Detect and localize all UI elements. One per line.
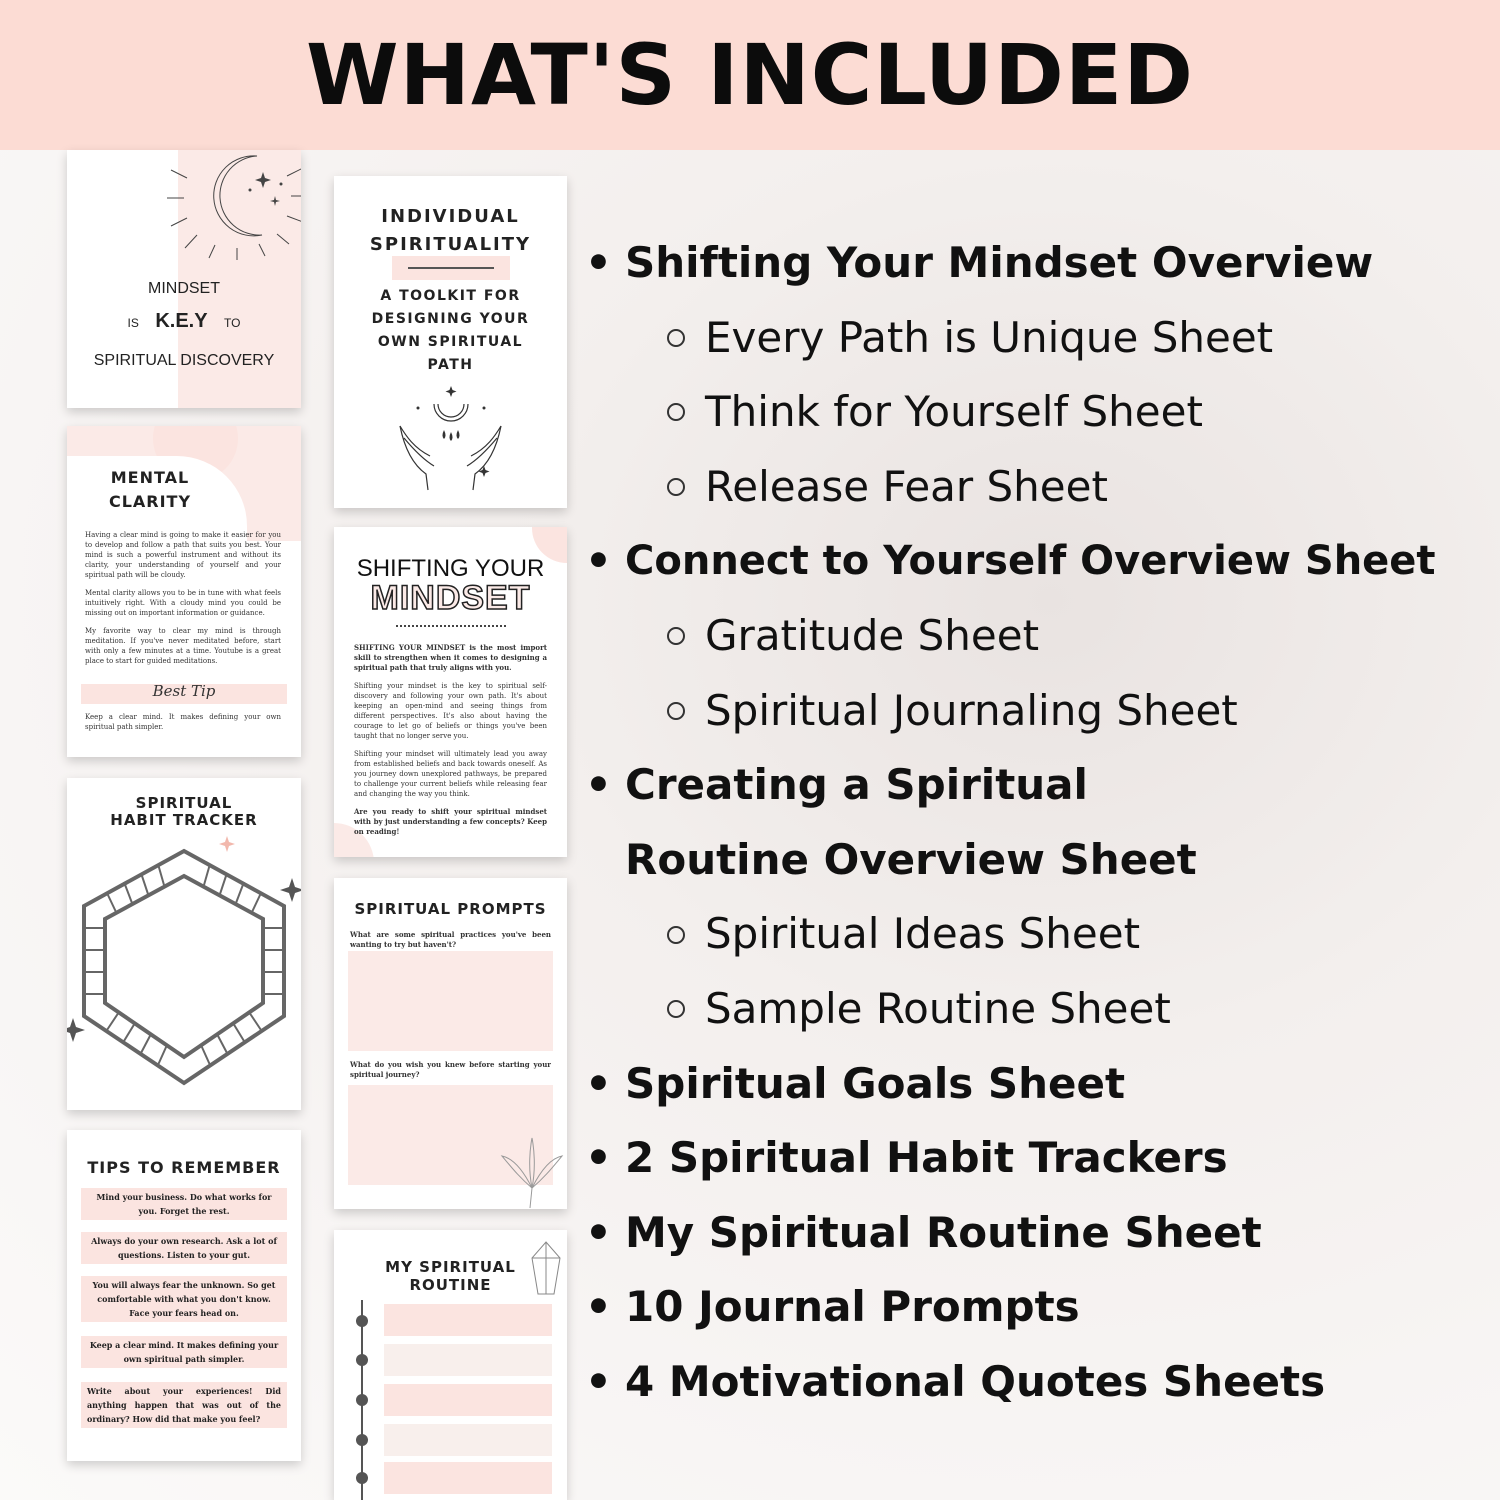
circle-bullet-icon	[667, 702, 685, 720]
timeline-dot	[356, 1434, 368, 1446]
habit-tracker-title-2: HABIT TRACKER	[110, 811, 258, 829]
list-subitem-text: Every Path is Unique Sheet	[705, 312, 1274, 362]
preview-habit-tracker	[67, 778, 301, 1110]
tip-4: Keep a clear mind. It makes defining your own spiritual path simpler.	[81, 1336, 287, 1368]
list-item	[585, 226, 1485, 301]
bullet-icon: •	[585, 1356, 612, 1406]
habit-tracker-title-1: SPIRITUAL	[135, 794, 233, 812]
list-item-text: My Spiritual Routine Sheet	[625, 1207, 1262, 1257]
shifting-paragraph-4: Are you ready to shift your spiritual mindset with by just understanding a few concepts? Keep on reading!	[354, 807, 547, 836]
list-item-text: 10 Journal Prompts	[625, 1282, 1080, 1332]
list-item	[585, 748, 1485, 897]
shifting-title-1: SHIFTING YOUR	[356, 555, 545, 582]
shifting-paragraph-3: Shifting your mindset will ultimately lead you away from established beliefs and back towards oneself. As you journey down unexplored pathways, be prepared to challenge your current beliefs while releasing fear and changing the way you think.	[354, 750, 547, 798]
routine-box	[384, 1344, 552, 1376]
shifting-paragraph-2: Shifting your mindset is the key to spiritual self-discovery and following your own path. It's about keeping an open-mind and seeing things from different perspectives. It's also about having the courage to let go of beliefs or things you've been taught that no longer serve you.	[354, 682, 547, 740]
list-item	[585, 524, 1485, 599]
list-item	[585, 1121, 1485, 1196]
preview-mental-clarity	[67, 426, 301, 757]
routine-box	[384, 1462, 552, 1494]
bullet-icon: •	[585, 1207, 612, 1257]
circle-bullet-icon	[667, 403, 685, 421]
circle-bullet-icon	[667, 627, 685, 645]
bullet-icon: •	[585, 1282, 612, 1332]
tip-1: Mind your business. Do what works for you. Forget the rest.	[81, 1188, 287, 1220]
timeline-dot	[356, 1354, 368, 1366]
mental-clarity-paragraph-3: My favorite way to clear my mind is through meditation. If you've never meditated before, start with only a few minutes at a time. Youtube is a great place to start for guided meditations.	[85, 627, 281, 665]
bullet-icon: •	[585, 1133, 612, 1183]
circle-bullet-icon	[667, 329, 685, 347]
header-banner	[0, 0, 1500, 150]
tips-title: TIPS TO REMEMBER	[87, 1158, 281, 1177]
bullet-icon: •	[585, 536, 612, 586]
circle-bullet-icon	[667, 926, 685, 944]
mental-clarity-paragraph-2: Mental clarity allows you to be in tune with what feels intuitively right. With a cloudy mind you could be missing out on important information or guidance.	[85, 589, 281, 617]
circle-bullet-icon	[667, 478, 685, 496]
tip-5: Write about your experiences! Did anything happen that was out of the ordinary? How did that make you feel?	[81, 1382, 287, 1428]
to-word: TO	[224, 316, 241, 330]
moon-sunburst-icon	[67, 150, 301, 260]
hands-moon-icon	[334, 386, 567, 496]
timeline-dot	[356, 1394, 368, 1406]
list-subitem-text: Think for Yourself Sheet	[705, 387, 1203, 437]
crystal-icon	[526, 1238, 566, 1298]
list-item-text: Connect to Yourself Overview Sheet	[625, 538, 1436, 585]
routine-box	[384, 1384, 552, 1416]
is-word: IS	[127, 316, 139, 330]
bullet-icon: •	[585, 238, 612, 287]
prompt-answer-box-1	[348, 951, 553, 1051]
cover-subtitle-1: A TOOLKIT FOR	[380, 288, 521, 304]
cover-title-1: INDIVIDUAL	[381, 206, 520, 227]
list-subitem-text: Sample Routine Sheet	[705, 983, 1171, 1033]
best-tip-label: Best Tip	[152, 682, 216, 700]
shifting-title-2: MINDSET	[370, 579, 531, 617]
mental-clarity-paragraph-1: Having a clear mind is going to make it easier for you to develop and follow a path that suits you best. Your mind is such a powerful instrument and without its clarity, your understanding of yourself and your spiritual path will be cloudy.	[85, 531, 281, 579]
cover-subtitle-2: DESIGNING YOUR	[371, 311, 530, 327]
prompt-question-2: What do you wish you knew before starting your spiritual journey?	[350, 1060, 551, 1079]
list-item	[585, 1345, 1485, 1420]
preview-spiritual-prompts	[334, 878, 567, 1209]
preview-cover	[334, 176, 567, 508]
mental-clarity-title-2: CLARITY	[108, 492, 192, 511]
key-word: K.E.Y	[155, 310, 208, 332]
timeline-dot	[356, 1315, 368, 1327]
tip-2: Always do your own research. Ask a lot of questions. Listen to your gut.	[81, 1232, 287, 1264]
lily-flower-icon	[492, 1128, 567, 1208]
included-list	[585, 226, 1485, 1420]
routine-title-2: ROUTINE	[409, 1276, 492, 1294]
list-item-text: Spiritual Goals Sheet	[625, 1058, 1126, 1108]
preview-tips-to-remember	[67, 1130, 301, 1461]
timeline-dot	[356, 1472, 368, 1484]
preview-shifting-mindset	[334, 527, 567, 857]
list-item-text: 4 Motivational Quotes Sheets	[625, 1356, 1326, 1406]
hexagon-tracker-icon	[67, 778, 301, 1110]
list-subitem	[585, 674, 1485, 749]
cover-subtitle-4: PATH	[427, 357, 474, 373]
preview-mindset-key	[67, 150, 301, 408]
routine-title-1: MY SPIRITUAL	[385, 1258, 516, 1276]
list-item	[585, 1047, 1485, 1122]
shifting-paragraph-1: SHIFTING YOUR MINDSET is the most import skill to strengthen when it comes to designing a spiritual path that truly aligns with you.	[354, 643, 547, 672]
mindset-line: MINDSET	[148, 280, 220, 297]
list-subitem	[585, 972, 1485, 1047]
bullet-icon: •	[585, 1058, 612, 1108]
list-subitem	[585, 599, 1485, 674]
list-subitem	[585, 450, 1485, 525]
best-tip-text: Keep a clear mind. It makes defining your own spiritual path simpler.	[85, 713, 281, 731]
list-item-text: 2 Spiritual Habit Trackers	[625, 1133, 1228, 1183]
list-subitem	[585, 301, 1485, 376]
cover-subtitle-3: OWN SPIRITUAL	[377, 334, 524, 350]
list-subitem-text: Gratitude Sheet	[705, 610, 1040, 660]
list-subitem-text: Release Fear Sheet	[705, 461, 1108, 511]
list-subitem-text: Spiritual Journaling Sheet	[705, 685, 1238, 735]
page-title: WHAT'S INCLUDED	[306, 26, 1194, 124]
tip-3: You will always fear the unknown. So get comfortable with what you don't know. Face your fears head on.	[81, 1276, 287, 1322]
list-item-text: Shifting Your Mindset Overview	[625, 238, 1374, 287]
routine-box	[384, 1424, 552, 1456]
spiritual-discovery-line: SPIRITUAL DISCOVERY	[93, 352, 275, 369]
list-item	[585, 1196, 1485, 1271]
bullet-icon: •	[585, 760, 612, 810]
prompt-question-1: What are some spiritual practices you've been wanting to try but haven't?	[350, 930, 551, 949]
list-subitem	[585, 897, 1485, 972]
mental-clarity-title-1: MENTAL	[110, 468, 190, 487]
circle-bullet-icon	[667, 1000, 685, 1018]
cover-title-2: SPIRITUALITY	[369, 234, 532, 255]
list-subitem-text: Spiritual Ideas Sheet	[705, 909, 1141, 959]
routine-box	[384, 1304, 552, 1336]
list-item	[585, 1270, 1485, 1345]
prompts-title: SPIRITUAL PROMPTS	[354, 900, 547, 918]
preview-my-spiritual-routine	[334, 1230, 567, 1500]
list-item-text: Creating a Spiritual Routine Overview Sheet	[625, 760, 1197, 884]
list-subitem	[585, 375, 1485, 450]
